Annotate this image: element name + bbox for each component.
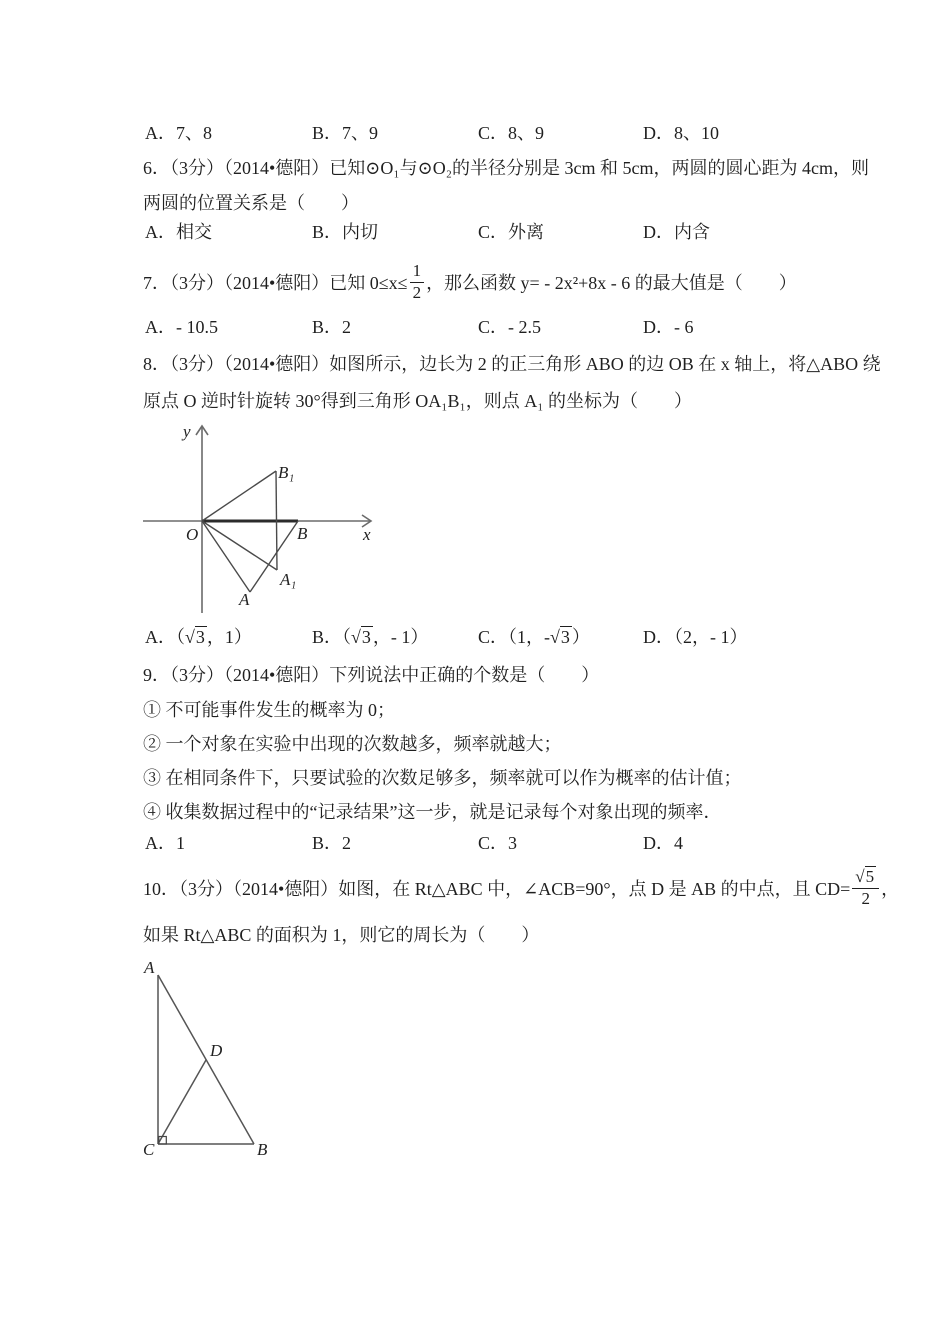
question-9-item-1: ① 不可能事件发生的概率为 0； xyxy=(143,700,395,720)
fraction-denominator: 2 xyxy=(861,888,870,908)
option-b: B．2 xyxy=(312,317,352,337)
y-axis-label: y xyxy=(183,422,191,441)
sqrt-expression: √3 xyxy=(351,627,371,647)
option-a: A．7、8 xyxy=(145,123,212,143)
option-d: D．4 xyxy=(643,833,683,853)
fraction-numerator xyxy=(852,868,879,889)
option-c: C．外离 xyxy=(478,222,545,242)
question-7-text-post: ，那么函数 y= - 2x²+8x - 6 的最大值是（ ） xyxy=(426,273,797,293)
option-row-q6 xyxy=(0,221,950,243)
question-7-line xyxy=(143,258,797,306)
point-label-c: C xyxy=(143,1140,155,1159)
option-d: D．8、10 xyxy=(643,123,719,143)
option-b: B．（√3 ，- 1） xyxy=(312,627,429,647)
origin-label: O xyxy=(186,525,199,544)
question-9-line: 9．（3分）（2014•德阳）下列说法中正确的个数是（ ） xyxy=(143,665,600,685)
question-10-text-pre: 10．（3分）（2014•德阳）如图，在 Rt△ABC 中，∠ACB=90°，点 D 是 AB 的中点，且 CD= xyxy=(143,879,851,899)
question-8-line-2: 原点 O 逆时针旋转 30°得到三角形 OA₁B₁，则点 A₁ 的坐标为（ ） xyxy=(143,391,693,411)
point-label-a: A xyxy=(144,958,155,977)
question-10-text-post: ， xyxy=(881,879,900,899)
option-b: B．内切 xyxy=(312,222,379,242)
question-6-line-2: 两圆的位置关系是（ ） xyxy=(143,193,359,213)
question-7-text-pre: 7．（3分）（2014•德阳）已知 0≤x≤ xyxy=(143,273,408,293)
point-label-a1: A₁ xyxy=(280,570,297,589)
sqrt-expression: √3 xyxy=(185,627,205,647)
sqrt-expression: √3 xyxy=(550,627,570,647)
option-c: C．- 2.5 xyxy=(478,317,541,337)
segment-B1A1 xyxy=(276,471,277,570)
point-label-b: B xyxy=(257,1140,268,1159)
fraction-denominator: 2 xyxy=(412,282,422,302)
point-label-b1: B₁ xyxy=(278,463,295,482)
figure-rotation-coordinate-system xyxy=(128,418,398,618)
option-a: A．（√3 ，1） xyxy=(145,627,252,647)
option-d: D．（2，- 1） xyxy=(643,627,748,647)
option-d: D．内含 xyxy=(643,222,710,242)
option-a: A．相交 xyxy=(145,222,212,242)
option-row-q7 xyxy=(0,316,950,338)
question-9-item-4: ④ 收集数据过程中的“记录结果”这一步，就是记录每个对象出现的频率． xyxy=(143,802,722,822)
sqrt-expression: √5 xyxy=(855,866,875,886)
option-row-q5 xyxy=(0,122,950,144)
x-axis-label: x xyxy=(363,525,371,544)
option-a: A．1 xyxy=(145,833,185,853)
point-label-a: A xyxy=(239,590,250,609)
question-8-line-1: 8．（3分）（2014•德阳）如图所示，边长为 2 的正三角形 ABO 的边 OB 在 x 轴上，将△ABO 绕 xyxy=(143,354,881,374)
question-9-item-3: ③ 在相同条件下，只要试验的次数足够多，频率就可以作为概率的估计值； xyxy=(143,768,742,788)
option-b: B．7、9 xyxy=(312,123,379,143)
option-b: B．2 xyxy=(312,833,352,853)
segment-CD xyxy=(158,1060,206,1144)
fraction-numerator: 1 xyxy=(410,262,425,283)
segment-OA xyxy=(202,521,250,592)
option-c: C．（1，-√3 ） xyxy=(478,627,590,647)
segment-OB1 xyxy=(202,471,276,521)
question-6-line-1: 6．（3分）（2014•德阳）已知⊙O₁与⊙O₂的半径分别是 3cm 和 5cm，两圆的圆心距为 4cm，则 xyxy=(143,158,869,178)
point-label-d: D xyxy=(210,1041,223,1060)
segment-OA1 xyxy=(202,521,277,570)
option-a: A．- 10.5 xyxy=(145,317,218,337)
fraction-sqrt5-over-2 xyxy=(852,868,879,908)
figure-right-triangle xyxy=(136,956,281,1171)
option-c: C．8、9 xyxy=(478,123,545,143)
question-10-line-2: 如果 Rt△ABC 的面积为 1，则它的周长为（ ） xyxy=(143,925,540,945)
question-10-line-1 xyxy=(143,863,899,913)
fraction-one-half xyxy=(410,262,425,302)
option-d: D．- 6 xyxy=(643,317,694,337)
option-c: C．3 xyxy=(478,833,518,853)
option-row-q8 xyxy=(0,626,950,648)
question-9-item-2: ② 一个对象在实验中出现的次数越多，频率就越大； xyxy=(143,734,562,754)
option-row-q9 xyxy=(0,832,950,854)
point-label-b: B xyxy=(297,524,308,543)
